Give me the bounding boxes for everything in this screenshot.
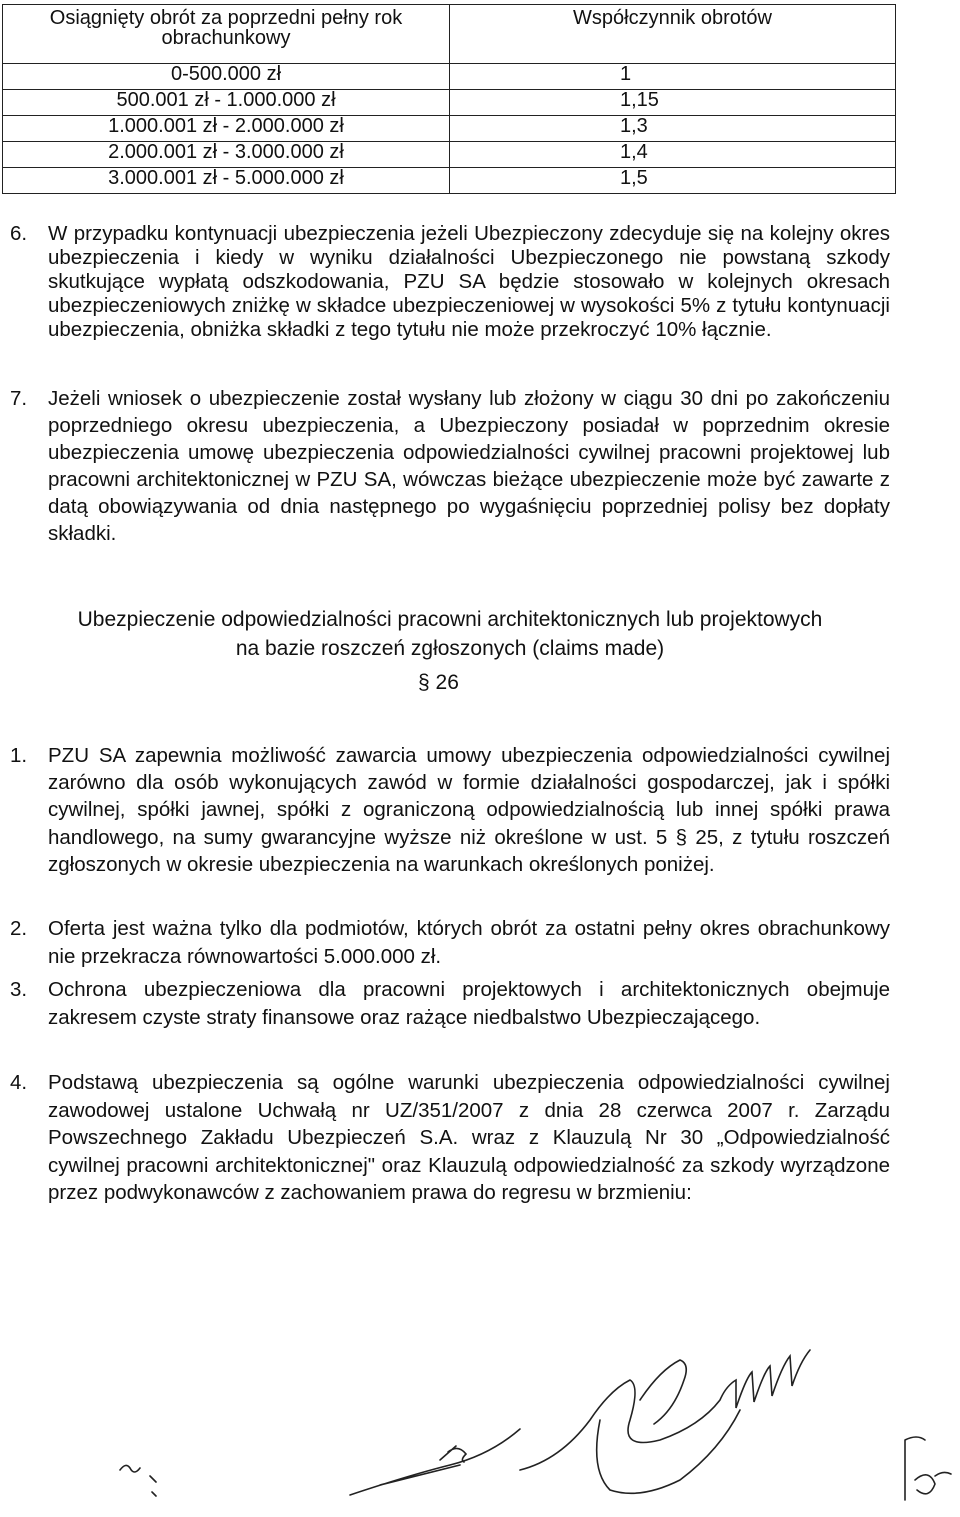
signature-main bbox=[520, 1350, 810, 1470]
table-header-row bbox=[3, 5, 896, 64]
paragraph-number: 1. bbox=[10, 744, 28, 767]
paragraph-6 bbox=[10, 222, 890, 342]
table-row bbox=[3, 63, 896, 89]
heading-line-1: Ubezpieczenie odpowiedzialności pracowni architektonicznych lub projektowych bbox=[77, 608, 823, 631]
paragraph-b1 bbox=[10, 742, 890, 878]
section-heading bbox=[0, 605, 900, 663]
coefficient-value: 1,5 bbox=[450, 167, 896, 193]
table-row bbox=[3, 141, 896, 167]
table-row bbox=[3, 167, 896, 193]
paragraph-number: 6. bbox=[10, 222, 28, 245]
handwritten-signatures bbox=[0, 1280, 960, 1517]
turnover-range: 1.000.001 zł - 2.000.000 zł bbox=[3, 115, 450, 141]
turnover-range: 3.000.001 zł - 5.000.000 zł bbox=[3, 167, 450, 193]
paragraph-number: 7. bbox=[10, 387, 28, 410]
paragraph-text: Ochrona ubezpieczeniowa dla pracowni projektowych i architektonicznych obejmuje zakresem czyste straty finansowe oraz rażące niedbalstwo Ubezpieczającego. bbox=[48, 978, 890, 1029]
initials-mark bbox=[905, 1437, 951, 1500]
paraph-stroke bbox=[350, 1429, 520, 1495]
paragraph-text: Podstawą ubezpieczenia są ogólne warunki ubezpieczenia odpowiedzialności cywilnej zawodowej ustalone Uchwałą nr UZ/351/2007 z dnia 28 czerwca 2007 r. Zarządu Powszechnego Zakładu Ubezpieczeń S.A. wraz z Klauzulą Nr 30 „Odpowiedzialność cywilnej pracowni architektonicznej" oraz Klauzulą odpowiedzialność za szkody wyrządzone przez podwykonawców z zachowaniem prawa do regresu w brzmieniu: bbox=[48, 1071, 890, 1204]
header-turnover: Osiągnięty obrót za poprzedni pełny rok obrachunkowy bbox=[3, 5, 450, 64]
coefficient-value: 1,15 bbox=[450, 89, 896, 115]
paragraph-text: W przypadku kontynuacji ubezpieczenia jeżeli Ubezpieczony zdecyduje się na kolejny okres ubezpieczenia i kiedy w wyniku działalności Ubezpieczonego nie powstaną szkody skutkujące wypłatą odszkodowania, PZU SA będzie stosowało w kolejnych okresach ubezpieczeniowych zniżkę w składce ubezpieczeniowej w wysokości 5% z tytułu kontynuacji ubezpieczenia, obniżka składki z tego tytułu nie może przekroczyć 10% łącznie. bbox=[48, 222, 890, 341]
paragraph-b2 bbox=[10, 915, 890, 970]
turnover-range: 500.001 zł - 1.000.000 zł bbox=[3, 89, 450, 115]
paragraph-number: 4. bbox=[10, 1071, 28, 1094]
signature-loop bbox=[597, 1410, 740, 1493]
section-number: § 26 bbox=[418, 671, 459, 694]
coefficient-value: 1 bbox=[450, 63, 896, 89]
turnover-range: 2.000.001 zł - 3.000.000 zł bbox=[3, 141, 450, 167]
paragraph-b3 bbox=[10, 976, 890, 1031]
coefficient-value: 1,4 bbox=[450, 141, 896, 167]
paragraph-b4 bbox=[10, 1069, 890, 1207]
header-coefficient: Współczynnik obrotów bbox=[450, 5, 896, 64]
paragraph-number: 3. bbox=[10, 978, 28, 1001]
table-row bbox=[3, 115, 896, 141]
paragraph-number: 2. bbox=[10, 917, 28, 940]
paragraph-text: Oferta jest ważna tylko dla podmiotów, których obrót za ostatni pełny okres obrachunkowy nie przekracza równowartości 5.000.000 zł. bbox=[48, 917, 890, 968]
page-number-mark bbox=[440, 1446, 466, 1462]
paragraph-text: Jeżeli wniosek o ubezpieczenie został wysłany lub złożony w ciągu 30 dni po zakończeniu poprzedniego okresu ubezpieczenia, a Ubezpieczony posiadał w poprzednim okresie ubezpieczenia umowę ubezpieczenia odpowiedzialności cywilnej pracowni projektowej lub pracowni architektonicznej w PZU SA, wówczas bieżące ubezpieczenie może być zawarte z datą obowiązywania od dnia następnego po wygaśnięciu poprzedniej polisy bez dopłaty składki. bbox=[48, 387, 890, 545]
pen-mark-left bbox=[120, 1465, 156, 1496]
paragraph-7 bbox=[10, 385, 890, 547]
turnover-coefficient-table bbox=[2, 4, 896, 194]
turnover-range: 0-500.000 zł bbox=[3, 63, 450, 89]
signature-flourish bbox=[640, 1360, 686, 1424]
table-row bbox=[3, 89, 896, 115]
paragraph-text: PZU SA zapewnia możliwość zawarcia umowy ubezpieczenia odpowiedzialności cywilnej zarówno dla osób wykonujących zawód w formie działalności gospodarczej, jak i spółki cywilnej, spółki jawnej, spółki z ograniczoną odpowiedzialnością lub innej spółki prawa handlowego, na sumy gwarancyjne wyższe niż określone w ust. 5 § 25, z tytułu roszczeń zgłoszonych w okresie ubezpieczenia na warunkach określonych poniżej. bbox=[48, 744, 890, 876]
coefficient-value: 1,3 bbox=[450, 115, 896, 141]
heading-line-2: na bazie roszczeń zgłoszonych (claims made) bbox=[235, 637, 665, 660]
